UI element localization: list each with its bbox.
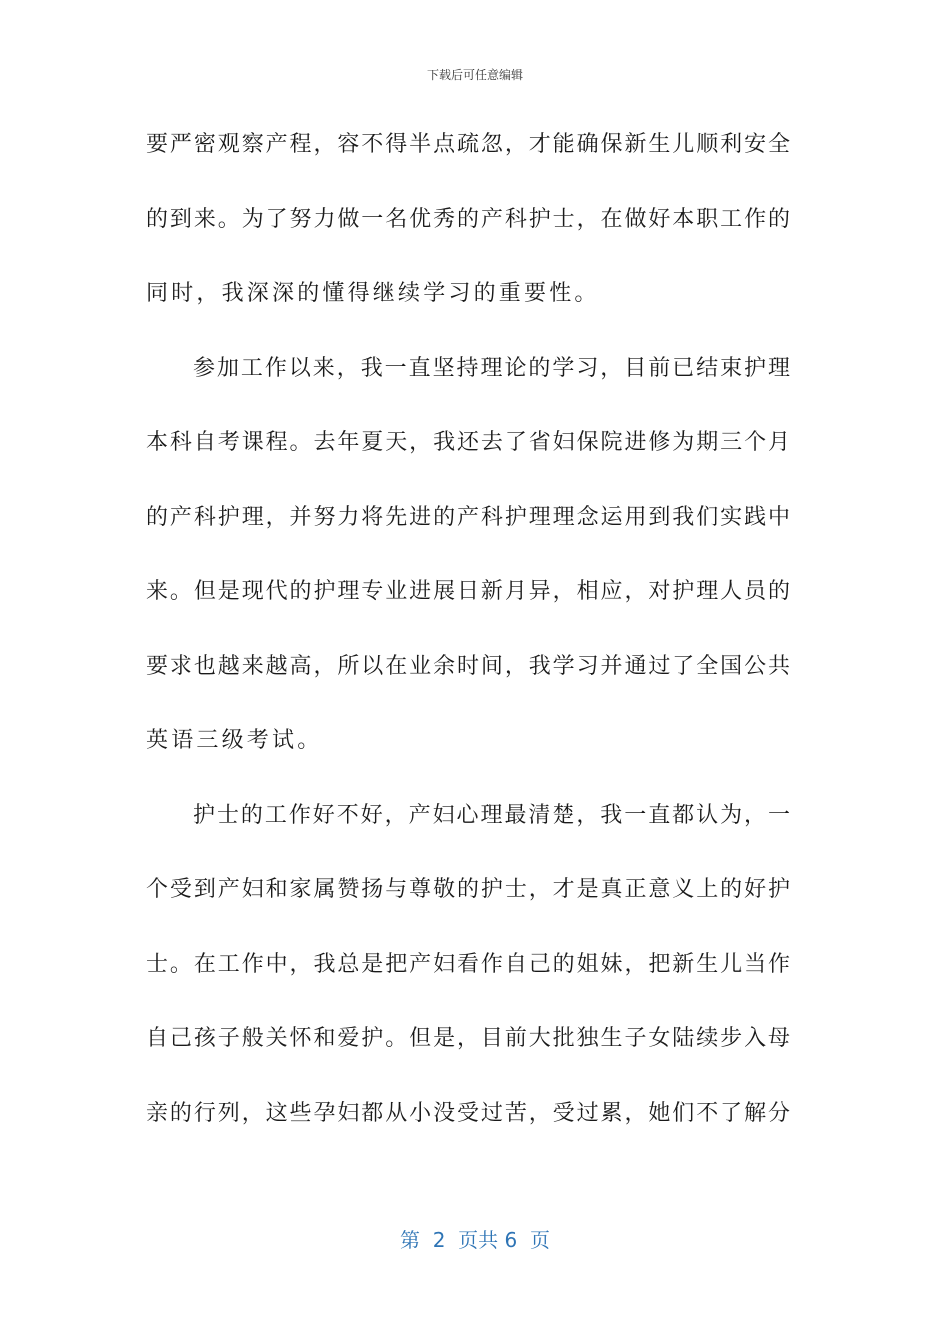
text-line: 参加工作以来，我一直坚持理论的学习，目前已结束护理 [193,355,790,381]
page-number: 第 2 页共 6 页 [400,1228,550,1252]
paragraph [146,344,790,791]
text-line: 个受到产妇和家属赞扬与尊敬的护士，才是真正意义上的好护 [146,877,790,902]
text-line: 亲的行列，这些孕妇都从小没受过苦，受过累，她们不了解分 [146,1100,790,1126]
text-line: 士。在工作中，我总是把产妇看作自己的姐妹，把新生儿当作 [146,951,790,977]
paragraph [146,791,790,1164]
text-line: 护士的工作好不好，产妇心理最清楚，我一直都认为，一 [193,802,790,828]
text-line: 英语三级考试。 [146,728,323,753]
text-line: 来。但是现代的护理专业进展日新月异，相应，对护理人员的 [146,579,790,604]
text-line: 要求也越来越高，所以在业余时间，我学习并通过了全国公共 [146,653,790,679]
text-line: 本科自考课程。去年夏天，我还去了省妇保院进修为期三个月 [146,430,790,455]
text-line: 的产科护理，并努力将先进的产科护理理念运用到我们实践中 [146,504,790,530]
document-body [146,120,790,1163]
text-line: 的到来。为了努力做一名优秀的产科护士，在做好本职工作的 [146,206,790,232]
text-line: 自己孩子般关怀和爱护。但是，目前大批独生子女陆续步入母 [146,1026,790,1051]
header-note: 下载后可任意编辑 [426,68,523,82]
text-line: 同时，我深深的懂得继续学习的重要性。 [146,281,600,306]
paragraph [146,120,790,344]
text-line: 要严密观察产程，容不得半点疏忽，才能确保新生儿顺利安全 [146,132,790,157]
